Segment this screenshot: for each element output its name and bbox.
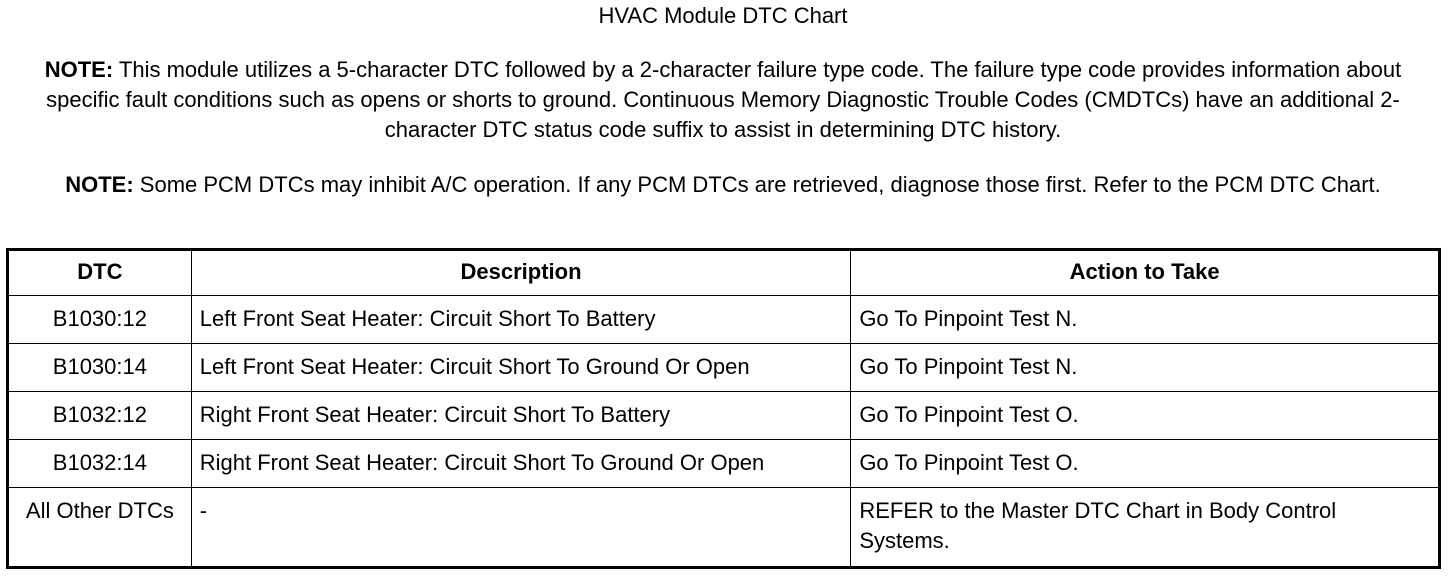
note-module-format bbox=[6, 55, 1440, 145]
table-row bbox=[8, 488, 1440, 568]
note-pcm-dtcs bbox=[6, 170, 1440, 200]
column-header-dtc: DTC bbox=[8, 250, 192, 296]
note-text: This module utilizes a 5-character DTC followed by a 2-character failure type code. The failure type code provides information about specific fault conditions such as opens or shorts to ground. Continuous Memory Diagnostic Trouble Codes (CMDTCs) have an additional 2-character DTC status code suffix to assist in determining DTC history. bbox=[46, 57, 1402, 142]
table-row bbox=[8, 440, 1440, 488]
description-cell: Left Front Seat Heater: Circuit Short To Ground Or Open bbox=[191, 344, 851, 392]
note-text: Some PCM DTCs may inhibit A/C operation. If any PCM DTCs are retrieved, diagnose those first. Refer to the PCM DTC Chart. bbox=[133, 172, 1381, 197]
table-row bbox=[8, 392, 1440, 440]
table-header-row bbox=[8, 250, 1440, 296]
page-title: HVAC Module DTC Chart bbox=[598, 3, 848, 28]
dtc-cell: B1032:14 bbox=[8, 440, 192, 488]
dtc-cell: B1030:12 bbox=[8, 296, 192, 344]
dtc-cell: B1032:12 bbox=[8, 392, 192, 440]
action-cell: Go To Pinpoint Test O. bbox=[851, 392, 1440, 440]
action-cell: Go To Pinpoint Test O. bbox=[851, 440, 1440, 488]
description-cell: - bbox=[191, 488, 851, 568]
action-cell: Go To Pinpoint Test N. bbox=[851, 344, 1440, 392]
action-cell: Go To Pinpoint Test N. bbox=[851, 296, 1440, 344]
description-cell: Right Front Seat Heater: Circuit Short To Battery bbox=[191, 392, 851, 440]
dtc-table bbox=[6, 248, 1441, 569]
note-label: NOTE: bbox=[65, 172, 134, 197]
table-row bbox=[8, 296, 1440, 344]
column-header-action: Action to Take bbox=[851, 250, 1440, 296]
dtc-cell: All Other DTCs bbox=[8, 488, 192, 568]
description-cell: Right Front Seat Heater: Circuit Short To Ground Or Open bbox=[191, 440, 851, 488]
description-cell: Left Front Seat Heater: Circuit Short To Battery bbox=[191, 296, 851, 344]
note-label: NOTE: bbox=[44, 57, 114, 82]
action-cell: REFER to the Master DTC Chart in Body Control Systems. bbox=[851, 488, 1440, 568]
table-row bbox=[8, 344, 1440, 392]
column-header-description: Description bbox=[191, 250, 851, 296]
dtc-cell: B1030:14 bbox=[8, 344, 192, 392]
